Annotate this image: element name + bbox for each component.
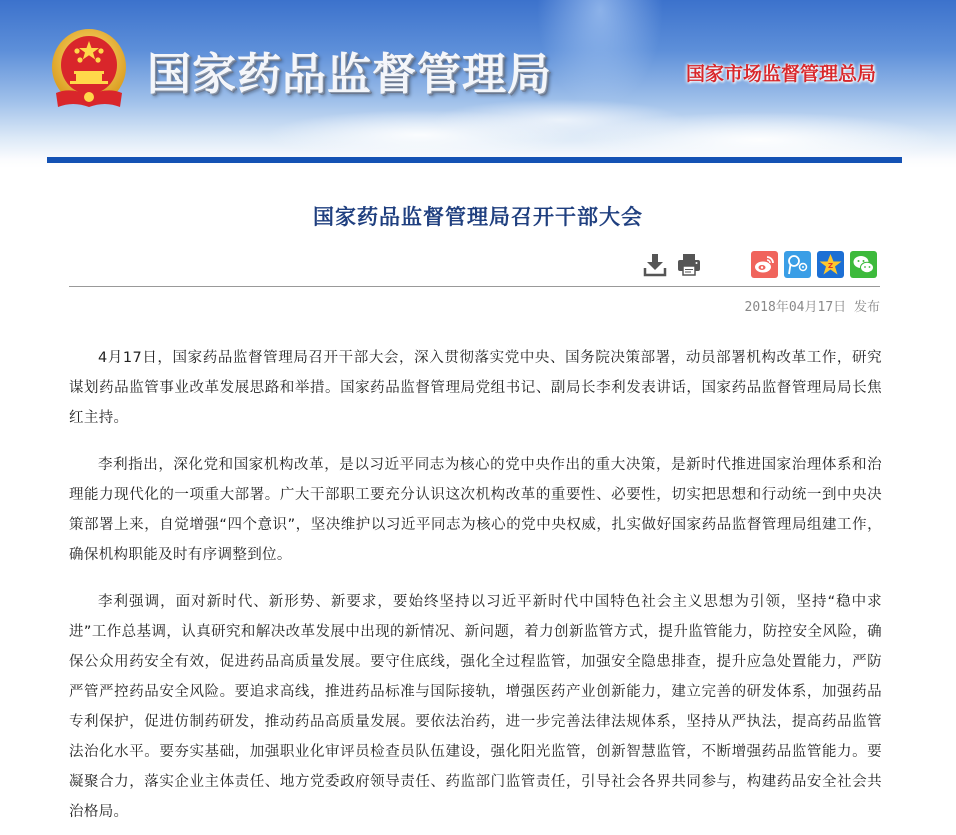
qzone-icon (817, 251, 844, 278)
publish-date-value: 2018年04月17日 (744, 300, 847, 315)
download-icon (643, 251, 667, 279)
svg-text:Z: Z (827, 262, 834, 270)
tencent-weibo-icon (784, 251, 811, 278)
site-header-banner (0, 0, 956, 168)
header-divider-bar (47, 157, 902, 163)
parent-org-link[interactable]: 国家市场监督管理总局 (686, 63, 877, 85)
share-qzone-button[interactable] (817, 251, 844, 278)
wechat-icon (850, 251, 877, 278)
weibo-icon (751, 251, 778, 278)
article-paragraph: 李利强调，面对新时代、新形势、新要求，要始终坚持以习近平新时代中国特色社会主义思想为引领，坚持“稳中求进”工作总基调，认真研究和解决改革发展中出现的新情况、新问题，着力创新监管方式，提升监管能力，防控安全风险，确保公众用药安全有效，促进药品高质量发展。要守住底线，强化全过程监管，加强安全隐患排查，提升应急处置能力，严防严管严控药品安全风险。要追求高线，推进药品标准与国际接轨，增强医药产业创新能力，建立完善的研发体系，加强药品专利保护，促进仿制药研发，推动药品高质量发展。要依法治药，进一步完善法律法规体系，坚持从严执法，提高药品监管法治化水平。要夯实基础，加强职业化审评员检查员队伍建设，强化阳光监管，创新智慧监管，不断增强药品监管能力。要凝聚合力，落实企业主体责任、地方党委政府领导责任、药监部门监管责任，引导社会各界共同参与，构建药品安全社会共治格局。 (69, 594, 882, 820)
print-icon (677, 251, 701, 279)
article-body (69, 343, 882, 835)
article-divider (69, 286, 880, 287)
article-paragraph: 李利指出，深化党和国家机构改革，是以习近平同志为核心的党中央作出的重大决策，是新时代推进国家治理体系和治理能力现代化的一项重大部署。广大干部职工要充分认识这次机构改革的重要性、必要性，切实把思想和行动统一到中央决策部署上来，自觉增强“四个意识”，坚决维护以习近平同志为核心的党中央权威，扎实做好国家药品监督管理局组建工作，确保机构职能及时有序调整到位。 (69, 457, 882, 563)
print-button[interactable] (677, 251, 701, 279)
article-title: 国家药品监督管理局召开干部大会 (313, 204, 643, 229)
share-weibo-button[interactable] (751, 251, 778, 278)
article-paragraph: 4月17日，国家药品监督管理局召开干部大会，深入贯彻落实党中央、国务院决策部署，动员部署机构改革工作，研究谋划药品监管事业改革发展思路和举措。国家药品监督管理局党组书记、副局长李利发表讲话，国家药品监督管理局局长焦红主持。 (69, 350, 882, 426)
publish-date (745, 296, 880, 315)
site-title: 国家药品监督管理局 (147, 49, 552, 100)
download-button[interactable] (643, 251, 667, 279)
publish-label: 发布 (853, 300, 880, 315)
national-emblem-icon (50, 27, 128, 111)
share-tencent-weibo-button[interactable] (784, 251, 811, 278)
share-wechat-button[interactable] (850, 251, 877, 278)
